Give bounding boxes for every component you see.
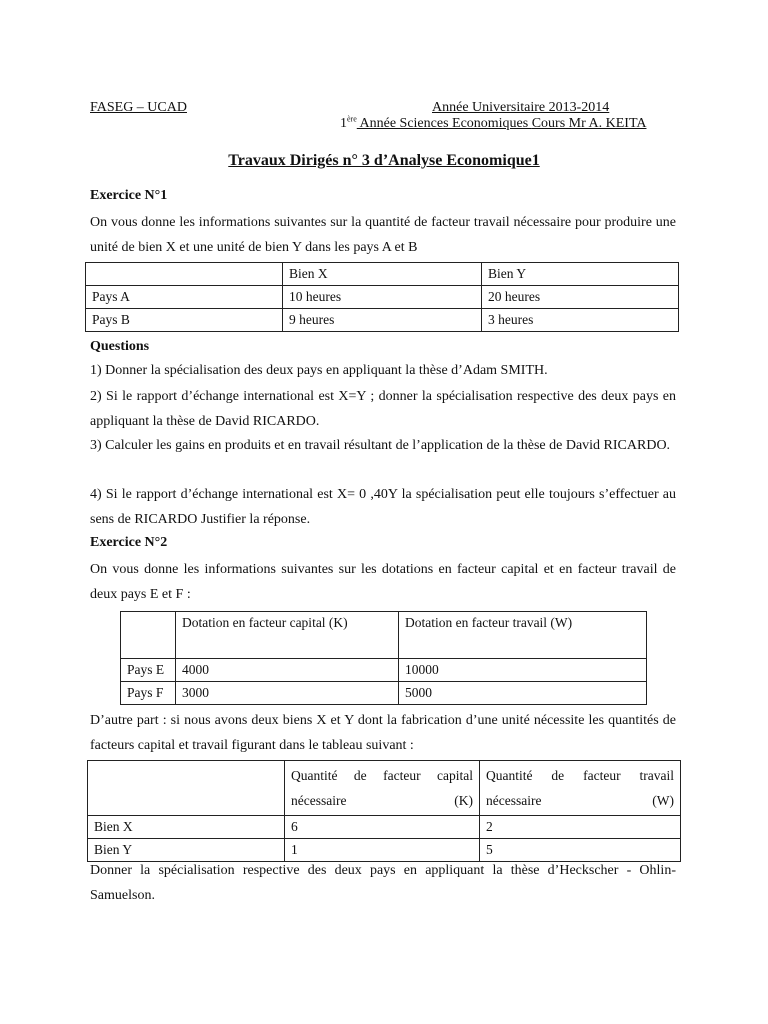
table-cell: Pays A (86, 286, 283, 309)
table-header-row (88, 761, 681, 816)
exercise1-intro: On vous donne les informations suivantes sur la quantité de facteur travail nécessaire pour produire une unité de bien X et une unité de bien Y dans les pays A et B (90, 215, 676, 255)
table-cell: Dotation en facteur capital (K) (176, 612, 399, 659)
table-cell: Quantité de facteur capital nécessaire (K) (285, 761, 480, 816)
level-text: Année Sciences Economiques (356, 116, 532, 131)
table-cell (121, 612, 176, 659)
table-cell: Pays E (121, 659, 176, 682)
factor-requirement-table (87, 760, 681, 862)
table-cell (86, 263, 283, 286)
table-cell: Bien X (88, 816, 285, 839)
table-cell: 9 heures (283, 309, 482, 332)
table-cell: 10 heures (283, 286, 482, 309)
table-cell: 10000 (399, 659, 647, 682)
table-row (86, 309, 679, 332)
table-cell: 1 (285, 839, 480, 862)
table-row (121, 659, 647, 682)
table-cell: Pays F (121, 682, 176, 705)
table-row (121, 682, 647, 705)
table-cell: Bien Y (88, 839, 285, 862)
exercise2-conclusion: Donner la spécialisation respective des deux pays en appliquant la thèse d’Heckscher - Ohlin-Samuelson. (90, 863, 676, 903)
level-number: 1 (340, 116, 347, 131)
table-cell: Quantité de facteur travail nécessaire (W) (480, 761, 681, 816)
table-cell: 6 (285, 816, 480, 839)
table-cell: 3 heures (482, 309, 679, 332)
question-3: 3) Calculer les gains en produits et en travail résultant de l’application de la thèse de David RICARDO. (90, 438, 671, 453)
table-cell: Pays B (86, 309, 283, 332)
table-cell: 5000 (399, 682, 647, 705)
table-cell (88, 761, 285, 816)
question-4: 4) Si le rapport d’échange international est X= 0 ,40Y la spécialisation peut elle toujours s’effectuer au sens de RICARDO Justifier la réponse. (90, 487, 676, 527)
table-cell: Dotation en facteur travail (W) (399, 612, 647, 659)
table-header-row (121, 612, 647, 659)
table-header-row (86, 263, 679, 286)
institution-label: FASEG – UCAD (90, 100, 187, 115)
table-row (86, 286, 679, 309)
page-title: Travaux Dirigés n° 3 d’Analyse Economique1 (228, 152, 540, 169)
table-cell: 3000 (176, 682, 399, 705)
question-2: 2) Si le rapport d’échange international est X=Y ; donner la spécialisation respective des deux pays en appliquant la thèse de David RICARDO. (90, 389, 676, 429)
table-cell: 4000 (176, 659, 399, 682)
table-cell: 5 (480, 839, 681, 862)
exercise1-heading: Exercice N°1 (90, 188, 168, 203)
course-instructor: Cours Mr A. KEITA (531, 116, 647, 131)
exercise2-middle-text: D’autre part : si nous avons deux biens X et Y dont la fabrication d’une unité nécessite les quantités de facteurs capital et travail figurant dans le tableau suivant : (90, 713, 676, 753)
question-1: 1) Donner la spécialisation des deux pays en appliquant la thèse d’Adam SMITH. (90, 363, 548, 378)
exercise2-intro: On vous donne les informations suivantes sur les dotations en facteur capital et en facteur travail de deux pays E et F : (90, 562, 676, 602)
table-cell: Bien X (283, 263, 482, 286)
questions-label: Questions (90, 339, 150, 354)
academic-year: Année Universitaire 2013-2014 (432, 100, 610, 115)
table-cell: 2 (480, 816, 681, 839)
exercise1-table (85, 262, 679, 332)
level-superscript: ère (347, 114, 357, 124)
factor-endowment-table (120, 611, 647, 705)
exercise2-heading: Exercice N°2 (90, 535, 168, 550)
course-level-line (340, 116, 646, 132)
table-cell: Bien Y (482, 263, 679, 286)
table-row (88, 816, 681, 839)
table-cell: 20 heures (482, 286, 679, 309)
